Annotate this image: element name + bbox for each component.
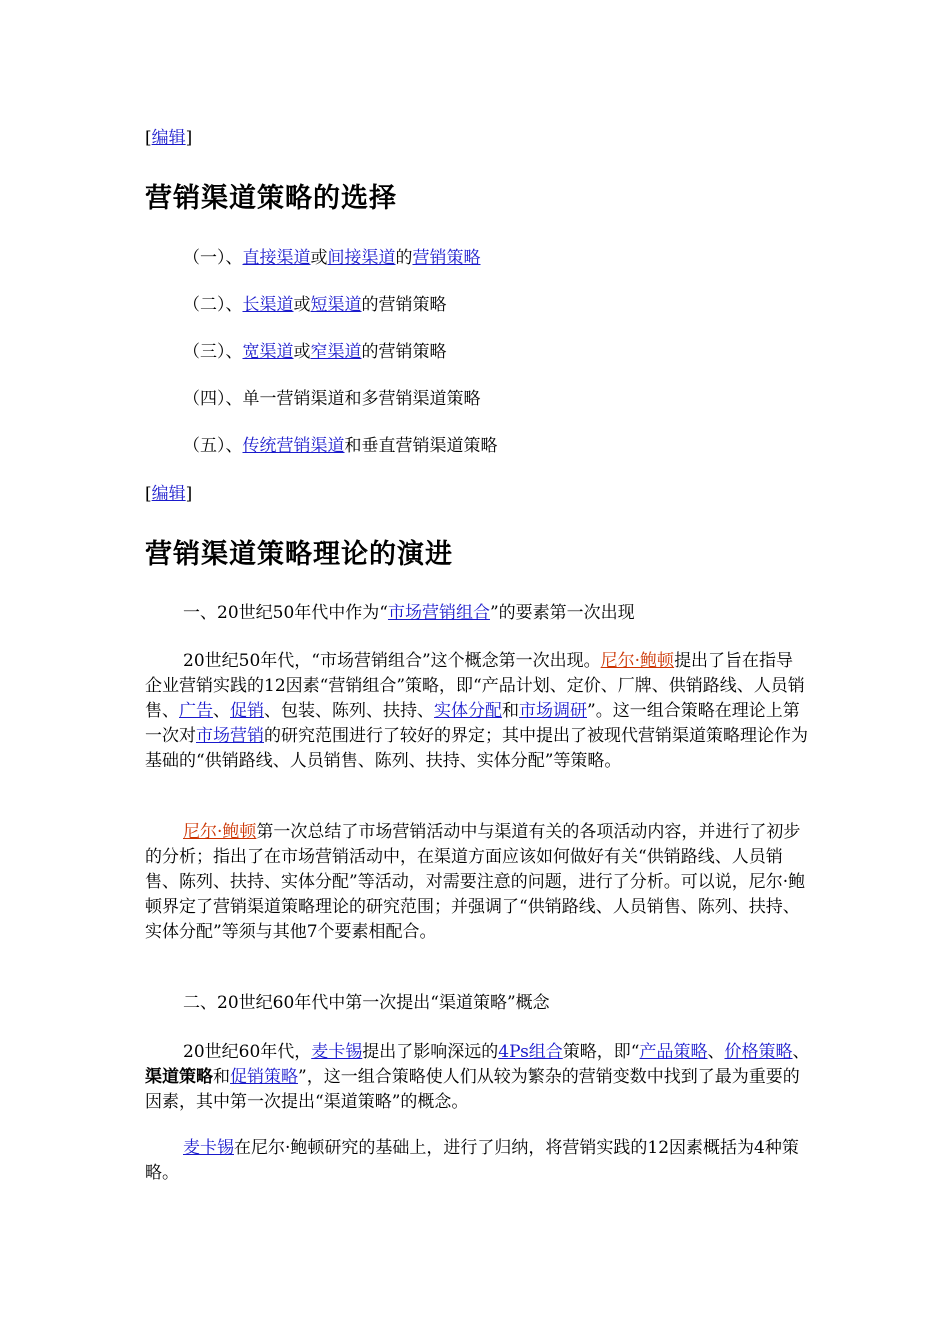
link-advertising[interactable]: 广告 — [179, 701, 213, 721]
list-item-4 — [183, 388, 481, 410]
link-narrow-channel[interactable]: 窄渠道 — [310, 342, 362, 362]
link-promotion[interactable]: 促销 — [230, 701, 264, 721]
item-text: 的营销策略 — [361, 342, 447, 362]
link-marketing-strategy[interactable]: 营销策略 — [412, 248, 481, 268]
item-text: 的营销策略 — [361, 295, 447, 315]
item-text: 的 — [395, 248, 413, 268]
link-wide-channel[interactable]: 宽渠道 — [242, 342, 294, 362]
list-item-1 — [183, 247, 481, 269]
item-text: 或 — [293, 295, 311, 315]
item-prefix: （三）、 — [183, 342, 243, 362]
link-marketing[interactable]: 市场营销 — [196, 726, 264, 746]
item-text: 单一营销渠道和多营销渠道策略 — [242, 389, 481, 409]
item-prefix: （四）、 — [183, 389, 243, 409]
link-physical-distribution[interactable]: 实体分配 — [434, 701, 502, 721]
link-price-strategy[interactable]: 价格策略 — [724, 1042, 793, 1062]
list-item-2 — [183, 294, 447, 316]
paragraph-3: 20世纪60年代，麦卡锡提出了影响深远的4Ps组合策略，即“产品策略、价格策略、渠道策略和促销策略”，这一组合策略使人们从较为繁杂的营销变数中找到了最为重要的因素，其中第一次提出“渠道策略”的概念。 — [145, 1042, 810, 1112]
subheading-2: 二、20世纪60年代中第一次提出“渠道策略”概念 — [183, 993, 550, 1013]
link-promotion-strategy[interactable]: 促销策略 — [230, 1067, 298, 1087]
link-4ps[interactable]: 4Ps组合 — [498, 1042, 563, 1062]
item-text: 和垂直营销渠道策略 — [344, 436, 498, 456]
item-text: 或 — [310, 248, 328, 268]
edit-link[interactable]: 编辑 — [151, 484, 186, 504]
paragraph-2: 尼尔·鲍顿第一次总结了市场营销活动中与渠道有关的各项活动内容，并进行了初步的分析；指出了在市场营销活动中，在渠道方面应该如何做好有关“供销路线、人员销售、陈列、扶持、实体分配”等活动，对需要注意的问题，进行了分析。可以说，尼尔·鲍顿界定了营销渠道策略理论的研究范围；并强调了“供销路线、人员销售、陈列、扶持、实体分配”等须与其他7个要素相配合。 — [145, 822, 806, 942]
item-prefix: （五）、 — [183, 436, 243, 456]
paragraph-1: 20世纪50年代，“市场营销组合”这个概念第一次出现。尼尔·鲍顿提出了旨在指导企业营销实践的12因素“营销组合”策略，即“产品计划、定价、厂牌、供销路线、人员销售、广告、促销、包装、陈列、扶持、实体分配和市场调研”。这一组合策略在理论上第一次对市场营销的研究范围进行了较好的界定；其中提出了被现代营销渠道策略理论作为基础的“供销路线、人员销售、陈列、扶持、实体分配”等策略。 — [145, 651, 808, 771]
subheading-1: 一、20世纪50年代中作为“市场营销组合”的要素第一次出现 — [183, 603, 635, 623]
link-short-channel[interactable]: 短渠道 — [310, 295, 362, 315]
link-mccarthy[interactable]: 麦卡锡 — [183, 1138, 234, 1158]
link-traditional-channel[interactable]: 传统营销渠道 — [242, 436, 345, 456]
paragraph-4: 麦卡锡在尼尔·鲍顿研究的基础上，进行了归纳，将营销实践的12因素概括为4种策略。 — [145, 1138, 799, 1183]
link-neil-borden[interactable]: 尼尔·鲍顿 — [600, 651, 675, 671]
link-long-channel[interactable]: 长渠道 — [242, 295, 294, 315]
item-text: 或 — [293, 342, 311, 362]
list-item-5 — [183, 435, 498, 457]
item-prefix: （一）、 — [183, 248, 243, 268]
edit-link[interactable]: 编辑 — [151, 128, 186, 148]
link-marketing-mix[interactable]: 市场营销组合 — [387, 603, 490, 623]
section-title-2: 营销渠道策略理论的演进 — [145, 539, 453, 570]
section-title-1: 营销渠道策略的选择 — [145, 183, 397, 214]
link-direct-channel[interactable]: 直接渠道 — [242, 248, 311, 268]
edit-bracket-2: [编辑] — [145, 484, 193, 504]
link-indirect-channel[interactable]: 间接渠道 — [327, 248, 396, 268]
edit-bracket-1: [编辑] — [145, 128, 193, 148]
link-product-strategy[interactable]: 产品策略 — [639, 1042, 708, 1062]
link-mccarthy[interactable]: 麦卡锡 — [311, 1042, 363, 1062]
list-item-3 — [183, 341, 447, 363]
item-prefix: （二）、 — [183, 295, 243, 315]
link-market-research[interactable]: 市场调研 — [519, 701, 587, 721]
bold-channel-strategy: 渠道策略 — [145, 1067, 213, 1087]
link-neil-borden[interactable]: 尼尔·鲍顿 — [183, 822, 257, 842]
